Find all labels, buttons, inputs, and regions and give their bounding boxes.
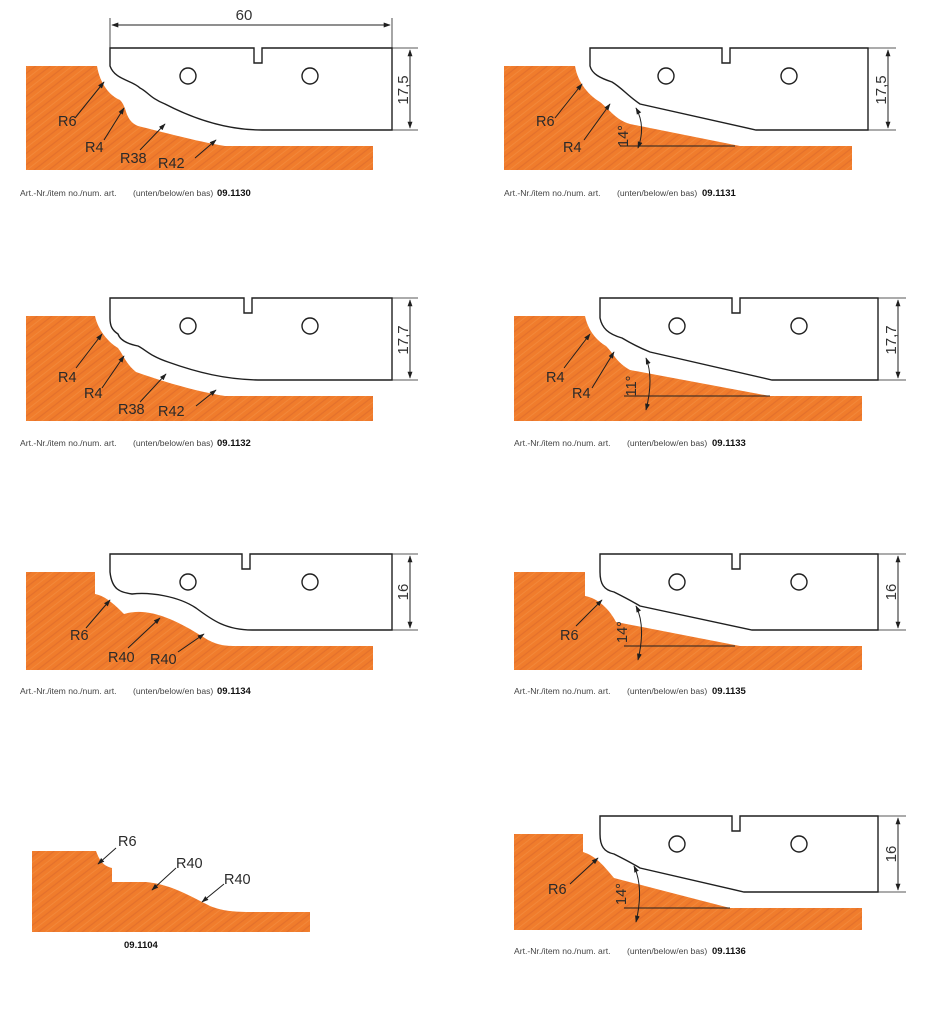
panel-09-1104 <box>32 834 310 951</box>
radius-label: R4 <box>84 386 103 402</box>
leader-line <box>202 884 224 902</box>
angle-label: 14° <box>615 621 631 643</box>
position-caption: (unten/below/en bas) <box>627 686 708 696</box>
panel-09-1133 <box>514 298 906 449</box>
bolt-hole <box>302 318 318 334</box>
radius-label: R40 <box>150 652 177 668</box>
bolt-hole <box>791 574 807 590</box>
radius-label: R42 <box>158 156 185 172</box>
angle-label: 11° <box>624 375 640 397</box>
bolt-hole <box>669 836 685 852</box>
bolt-hole <box>658 68 674 84</box>
radius-label: R4 <box>58 370 77 386</box>
radius-label: R6 <box>118 834 137 850</box>
bolt-hole <box>302 574 318 590</box>
article-number: 09.1134 <box>217 686 251 697</box>
height-dimension-label: 17,5 <box>873 75 890 105</box>
height-dimension-label: 16 <box>883 583 900 601</box>
bolt-hole <box>669 318 685 334</box>
height-dimension-label: 17,7 <box>395 325 412 355</box>
height-dimension-label: 16 <box>395 583 412 601</box>
radius-label: R4 <box>546 370 565 386</box>
bolt-hole <box>180 68 196 84</box>
radius-label: R6 <box>58 114 77 130</box>
width-dimension-label: 60 <box>235 7 253 24</box>
cutter-knife <box>110 298 392 380</box>
radius-label: R4 <box>572 386 591 402</box>
bolt-hole <box>180 574 196 590</box>
bolt-hole <box>791 836 807 852</box>
leader-line <box>98 848 116 864</box>
height-dimension-label: 17,7 <box>883 325 900 355</box>
radius-label: R38 <box>120 151 147 167</box>
position-caption: (unten/below/en bas) <box>627 946 708 956</box>
radius-label: R6 <box>536 114 555 130</box>
panel-09-1130 <box>20 7 418 199</box>
radius-label: R40 <box>224 872 251 888</box>
article-caption: Art.-Nr./item no./num. art. <box>504 188 601 198</box>
radius-label: R40 <box>176 856 203 872</box>
radius-label: R6 <box>548 882 567 898</box>
position-caption: (unten/below/en bas) <box>627 438 708 448</box>
panel-09-1134 <box>20 554 418 697</box>
radius-label: R40 <box>108 650 135 666</box>
cutter-knife <box>600 816 878 892</box>
height-dimension-label: 16 <box>883 845 900 863</box>
cutter-knife <box>600 554 878 630</box>
bolt-hole <box>302 68 318 84</box>
angle-label: 14° <box>616 125 632 147</box>
panel-09-1136 <box>514 816 906 957</box>
position-caption: (unten/below/en bas) <box>133 188 214 198</box>
article-caption: Art.-Nr./item no./num. art. <box>514 686 611 696</box>
article-number: 09.1135 <box>712 686 746 697</box>
panel-09-1131 <box>504 48 896 199</box>
bolt-hole <box>180 318 196 334</box>
article-caption: Art.-Nr./item no./num. art. <box>514 438 611 448</box>
radius-label: R6 <box>70 628 89 644</box>
radius-label: R6 <box>560 628 579 644</box>
article-number: 09.1130 <box>217 188 251 199</box>
article-number: 09.1104 <box>124 940 158 951</box>
article-caption: Art.-Nr./item no./num. art. <box>20 686 117 696</box>
cutter-knife <box>600 298 878 380</box>
radius-label: R42 <box>158 404 185 420</box>
article-caption: Art.-Nr./item no./num. art. <box>514 946 611 956</box>
bolt-hole <box>791 318 807 334</box>
article-caption: Art.-Nr./item no./num. art. <box>20 188 117 198</box>
article-number: 09.1136 <box>712 946 746 957</box>
height-dimension-label: 17,5 <box>395 75 412 105</box>
article-number: 09.1133 <box>712 438 746 449</box>
workpiece-profile <box>32 851 310 932</box>
angle-label: 14° <box>614 883 630 905</box>
bolt-hole <box>669 574 685 590</box>
bolt-hole <box>781 68 797 84</box>
article-caption: Art.-Nr./item no./num. art. <box>20 438 117 448</box>
position-caption: (unten/below/en bas) <box>133 686 214 696</box>
cutter-knife <box>110 48 392 130</box>
article-number: 09.1131 <box>702 188 736 199</box>
radius-label: R38 <box>118 402 145 418</box>
radius-label: R4 <box>563 140 582 156</box>
article-number: 09.1132 <box>217 438 251 449</box>
panel-09-1135 <box>514 554 906 697</box>
cutter-knife <box>590 48 868 130</box>
radius-label: R4 <box>85 140 104 156</box>
position-caption: (unten/below/en bas) <box>133 438 214 448</box>
panel-09-1132 <box>20 298 418 449</box>
position-caption: (unten/below/en bas) <box>617 188 698 198</box>
